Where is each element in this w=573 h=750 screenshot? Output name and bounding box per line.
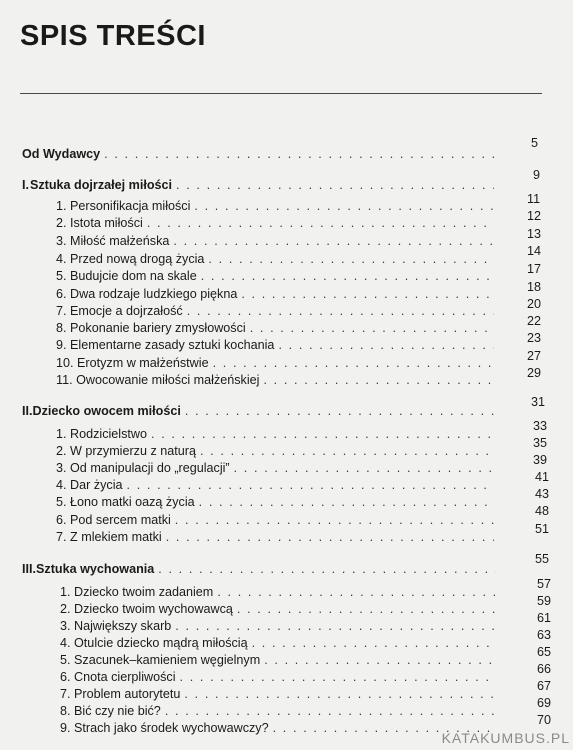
leader-dots — [176, 177, 494, 193]
toc-entry — [60, 618, 502, 634]
toc-entry — [56, 320, 500, 336]
toc-entry-page: 43 — [535, 487, 550, 501]
toc-entry-label: Dar życia — [70, 478, 123, 492]
toc-entry-label: Owocowanie miłości małżeńskiej — [76, 373, 260, 387]
leader-dots — [187, 303, 494, 319]
toc-entry-label: Sztuka dojrzałej miłości — [29, 178, 173, 192]
toc-entry — [60, 686, 502, 702]
toc-entry-label: Szacunek–kamieniem węgielnym — [74, 653, 261, 667]
entry-number: 7. — [56, 530, 67, 544]
toc-entry-page: 20 — [527, 297, 542, 311]
leader-dots — [278, 337, 494, 353]
leader-dots — [234, 460, 494, 476]
toc-entry-page: 18 — [527, 280, 542, 294]
watermark: KATAKUMBUS.PL — [441, 730, 570, 746]
leader-dots — [250, 320, 494, 336]
leader-dots — [208, 251, 494, 267]
toc-entry-label: Problem autorytetu — [74, 687, 181, 701]
leader-dots — [165, 703, 496, 719]
toc-entry — [56, 477, 500, 493]
toc-entry-page: 65 — [537, 645, 552, 659]
toc-entry — [56, 337, 500, 353]
entry-number: 6. — [56, 513, 67, 527]
toc-entry — [56, 251, 500, 267]
toc-entry-label: Bić czy nie bić? — [74, 704, 161, 718]
leader-dots — [194, 198, 494, 214]
toc-entry — [56, 494, 500, 510]
leader-dots — [184, 686, 496, 702]
entry-number: 7. — [56, 304, 67, 318]
toc-entry-label: W przymierzu z naturą — [70, 444, 196, 458]
toc-entry-page: 17 — [527, 262, 542, 276]
toc-entry — [56, 529, 500, 545]
toc-entry-label: Emocje a dojrzałość — [70, 304, 183, 318]
toc-section-2 — [22, 403, 500, 419]
section-number: III. — [22, 562, 36, 576]
entry-number: 8. — [56, 321, 67, 335]
entry-number: 1. — [56, 427, 67, 441]
toc-entry-label: Dziecko twoim wychowawcą — [74, 602, 233, 616]
toc-entry — [60, 720, 502, 736]
toc-entry-label: Erotyzm w małżeństwie — [77, 356, 209, 370]
entry-number: 11. — [56, 373, 73, 387]
toc-entry — [60, 601, 502, 617]
toc-entry-label: Elementarne zasady sztuki kochania — [70, 338, 275, 352]
leader-dots — [151, 426, 494, 442]
toc-entry-label: Największy skarb — [74, 619, 172, 633]
toc-entry-label: Od Wydawcy — [22, 147, 101, 161]
entry-number: 5. — [56, 495, 67, 509]
toc-entry-page: 48 — [535, 504, 550, 518]
toc-entry — [60, 703, 502, 719]
toc-entry-page: 59 — [537, 594, 552, 608]
toc-entry — [56, 512, 500, 528]
entry-number: 8. — [60, 704, 71, 718]
entry-number: 2. — [60, 602, 71, 616]
toc-entry-label: Dziecko twoim zadaniem — [74, 585, 214, 599]
entry-number: 6. — [60, 670, 71, 684]
entry-number: 2. — [56, 444, 67, 458]
toc-entry-page: 31 — [531, 395, 546, 409]
section-number: I. — [22, 178, 29, 192]
toc-entry — [60, 652, 502, 668]
entry-number: 4. — [60, 636, 71, 650]
leader-dots — [264, 652, 496, 668]
entry-number: 3. — [56, 461, 67, 475]
entry-number: 9. — [56, 338, 67, 352]
toc-entry-label: Sztuka wychowania — [36, 562, 155, 576]
entry-number: 10. — [56, 356, 74, 370]
entry-number: 4. — [56, 252, 67, 266]
toc-entry-od-wydawcy — [22, 146, 500, 162]
leader-dots — [104, 146, 494, 162]
toc-entry — [56, 443, 500, 459]
toc-entry-page: 67 — [537, 679, 552, 693]
toc-entry-label: Istota miłości — [70, 216, 143, 230]
toc-entry — [56, 215, 500, 231]
leader-dots — [200, 443, 494, 459]
toc-entry-page: 9 — [533, 168, 541, 182]
toc-entry — [56, 268, 500, 284]
toc-entry — [60, 635, 502, 651]
leader-dots — [158, 561, 496, 577]
toc-entry-page: 29 — [527, 366, 542, 380]
toc-section-1 — [22, 177, 500, 193]
toc-entry-page: 12 — [527, 209, 542, 223]
toc-entry-page: 35 — [533, 436, 548, 450]
toc-entry — [56, 372, 500, 388]
entry-number: 6. — [56, 287, 67, 301]
toc-entry-page: 23 — [527, 331, 542, 345]
entry-number: 9. — [60, 721, 71, 735]
leader-dots — [263, 372, 494, 388]
leader-dots — [175, 512, 494, 528]
toc-entry — [60, 584, 502, 600]
toc-entry-page: 41 — [535, 470, 550, 484]
toc-entry-label: Personifikacja miłości — [70, 199, 191, 213]
toc-entry-label: Przed nową drogą życia — [70, 252, 205, 266]
toc-section-3 — [22, 561, 502, 577]
toc-entry-page: 39 — [533, 453, 548, 467]
toc-entry-label: Dwa rodzaje ludzkiego piękna — [70, 287, 238, 301]
leader-dots — [217, 584, 496, 600]
toc-entry-page: 27 — [527, 349, 542, 363]
toc-entry — [56, 426, 500, 442]
toc-entry-page: 13 — [527, 227, 542, 241]
toc-entry-label: Pod sercem matki — [70, 513, 171, 527]
leader-dots — [147, 215, 494, 231]
leader-dots — [213, 355, 494, 371]
leader-dots — [166, 529, 494, 545]
toc-entry-label: Budujcie dom na skale — [70, 269, 197, 283]
entry-number: 5. — [60, 653, 71, 667]
entry-number: 3. — [56, 234, 67, 248]
leader-dots — [185, 403, 494, 419]
toc-entry-label: Cnota cierpliwości — [74, 670, 176, 684]
page-title: SPIS TREŚCI — [20, 20, 206, 52]
toc-entry-label: Miłość małżeńska — [70, 234, 170, 248]
toc-entry-page: 57 — [537, 577, 552, 591]
toc-entry — [60, 669, 502, 685]
toc-entry-page: 14 — [527, 244, 542, 258]
toc-entry-label: Z mlekiem matki — [70, 530, 162, 544]
leader-dots — [180, 669, 496, 685]
toc-entry-label: Otulcie dziecko mądrą miłością — [74, 636, 248, 650]
toc-entry — [56, 355, 500, 371]
leader-dots — [175, 618, 496, 634]
toc-entry-label: Dziecko owocem miłości — [32, 404, 181, 418]
leader-dots — [241, 286, 494, 302]
entry-number: 1. — [56, 199, 67, 213]
leader-dots — [201, 268, 494, 284]
toc-entry-page: 11 — [527, 192, 541, 206]
toc-entry — [56, 198, 500, 214]
toc-entry — [56, 286, 500, 302]
entry-number: 2. — [56, 216, 67, 230]
toc-entry-page: 5 — [531, 136, 539, 150]
toc-entry-page: 69 — [537, 696, 552, 710]
toc-entry-page: 33 — [533, 419, 548, 433]
toc-entry — [56, 460, 500, 476]
leader-dots — [127, 477, 495, 493]
toc-entry — [56, 303, 500, 319]
toc-entry-label: Strach jako środek wychowawczy? — [74, 721, 269, 735]
entry-number: 1. — [60, 585, 71, 599]
section-number: II. — [22, 404, 33, 418]
entry-number: 3. — [60, 619, 71, 633]
toc-entry-page: 61 — [537, 611, 552, 625]
toc-entry-label: Pokonanie bariery zmysłowości — [70, 321, 246, 335]
toc-entry — [56, 233, 500, 249]
leader-dots — [173, 233, 494, 249]
toc-entry-page: 70 — [537, 713, 552, 727]
toc-entry-label: Od manipulacji do „regulacji” — [70, 461, 230, 475]
toc-entry-page: 63 — [537, 628, 552, 642]
entry-number: 7. — [60, 687, 71, 701]
entry-number: 4. — [56, 478, 67, 492]
leader-dots — [252, 635, 496, 651]
leader-dots — [199, 494, 494, 510]
toc-entry-page: 55 — [535, 552, 550, 566]
leader-dots — [237, 601, 496, 617]
toc-entry-page: 22 — [527, 314, 542, 328]
toc-entry-label: Rodzicielstwo — [70, 427, 148, 441]
toc-entry-label: Łono matki oazą życia — [70, 495, 195, 509]
entry-number: 5. — [56, 269, 67, 283]
toc-entry-page: 66 — [537, 662, 552, 676]
toc-entry-page: 51 — [535, 522, 550, 536]
